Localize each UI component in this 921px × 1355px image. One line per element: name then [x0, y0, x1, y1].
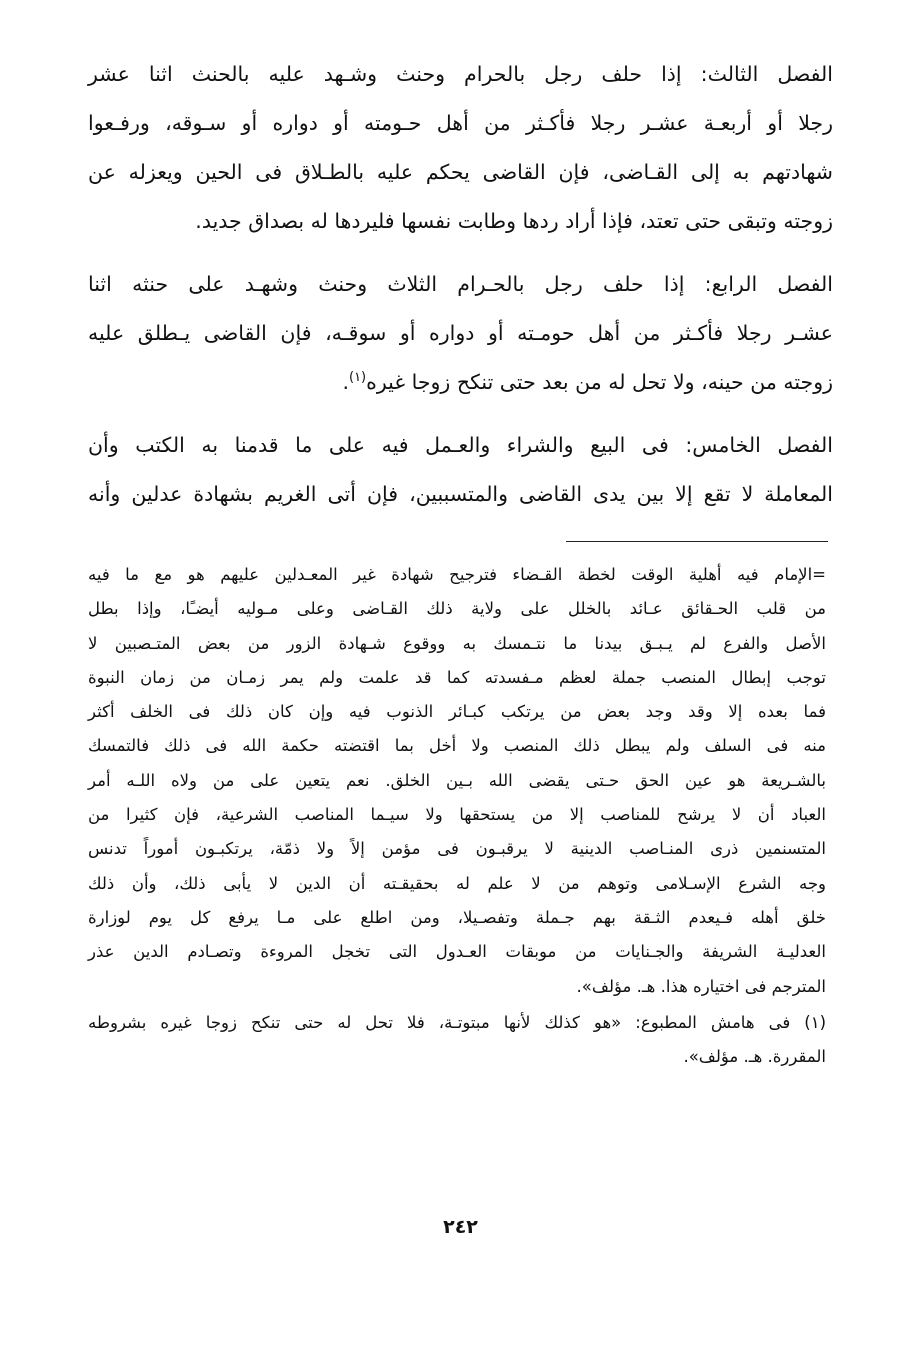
footnote-line: توجب إبطال المنصب جملة لعظم مـفسدته كما قد علمت ولم يمر زمـان من زمان النبوة: [88, 667, 826, 687]
footnote-1: [88, 1006, 826, 1075]
text-line: الفصل الثالث: إذا حلف رجل بالحرام وحنث وشـهد عليه بالحنث اثنا عشر: [88, 62, 833, 86]
footnote-line: (١) فى هامش المطبوع: «هو كذلك لأنها مبتوتـة، فلا تحل له حتى تنكح زوجا غيره بشروطه: [88, 1012, 826, 1032]
paragraph-chapter-five: [88, 421, 833, 519]
text-line: زوجته وتبقى حتى تعتد، فإذا أراد ردها وطابت نفسها فليردها له بصداق جديد.: [195, 209, 833, 233]
text-line: رجلا أو أربعـة عشـر رجلا فأكـثر من أهل حـومته أو دواره أو سـوقه، ورفـعوا: [88, 111, 833, 135]
footnote-line: العدليـة الشريفة والجـنايات من موبقات العـدول التى تخجل المروءة وتصـادم الدين عذر: [88, 942, 826, 962]
footnote-line: المقررة. هـ. مؤلف».: [683, 1047, 826, 1067]
footnote-line: الأصل والفرع لم يـبـق بيدنا ما نتـمسك به ووقوع شـهادة الزور من بعض المتـصبين لا: [88, 633, 826, 653]
footnote-line: بالشـريعة هو عين الحق حـتى يقضى الله بـين الخلق. نعم يتعين على من ولاه اللـه أمر: [88, 770, 826, 790]
footnote-line: منه فى السلف ولم يبطل ذلك المنصب ولا أخل بما اقتضته حكمة الله فى ذلك فالتمسك: [88, 736, 826, 756]
footnote-line: العباد أن لا يرشح للمناصب إلا من يستحقها ولا سيـما المناصب الشرعية، فإن كثيرا من: [88, 805, 826, 825]
footnote-reference[interactable]: (١): [348, 370, 367, 386]
page-number: ٢٤٢: [443, 1216, 478, 1238]
main-text: [88, 50, 833, 533]
footnote-line: من قلب الحـقائق عـائد بالخلل على ولاية ذلك القـاضى وعلى مـوليه أيضـًا، وإذا بطل: [88, 599, 826, 619]
footnote-line: وجه الشرع الإسـلامى وتوهم من لا علم له بحقيقـته أن الدين لا يأبى ذلك، وأن ذلك: [88, 873, 826, 893]
text-line: [88, 358, 833, 407]
sentence-end: .: [342, 370, 349, 394]
text-line: المعاملة لا تقع إلا بين يدى القاضى والمتسببين، فإن أتى الغريم بشهادة عدلين وأنه: [88, 482, 833, 506]
text-line: شهادتهم به إلى القـاضى، فإن القاضى يحكم عليه بالطـلاق فى الحين ويعزله عن: [88, 160, 833, 184]
text-line: الفصل الرابع: إذا حلف رجل بالحـرام الثلاث وحنث وشهـد على حنثه اثنا: [88, 272, 833, 296]
text-line-content: زوجته من حينه، ولا تحل له من بعد حتى تنكح زوجا غيره: [366, 370, 833, 394]
footnote-line: فما بعده إلا وقد وجد بعض من يرتكب كبـائر الذنوب فيه وإن كان ذلك فى الخلف أكثر: [88, 702, 826, 722]
footnote-line: =الإمام فيه أهلية الوقت لخطة القـضاء فترجيح شهادة غير المعـدلين عليهم هو مع ما فيه: [88, 565, 826, 584]
footnote-divider: [566, 541, 828, 542]
footnote-continued: [88, 558, 826, 1004]
text-line: عشـر رجلا فأكـثر من أهل حومـته أو دواره أو سوقـه، فإن القاضى يـطلق عليه: [88, 321, 833, 345]
paragraph-chapter-four: [88, 260, 833, 407]
footnote-line: المترجم فى اختياره هذا. هـ. مؤلف».: [576, 976, 826, 996]
footnotes: [88, 558, 826, 1074]
paragraph-chapter-three: [88, 50, 833, 246]
footnote-line: خلق أهله فـيعدم الثـقة بهم جـملة وتفصـيلا، ومن اطلع على مـا يرفع كل يوم لوزارة: [88, 907, 826, 927]
text-line: الفصل الخامس: فى البيع والشراء والعـمل فيه على ما قدمنا به الكتب وأن: [88, 433, 833, 457]
footnote-line: المتسنمين ذرى المنـاصب الدينية لا يرقبـون فى مؤمن إلاً ولا ذمّة، يرتكبـون أموراً تدنس: [88, 839, 826, 859]
